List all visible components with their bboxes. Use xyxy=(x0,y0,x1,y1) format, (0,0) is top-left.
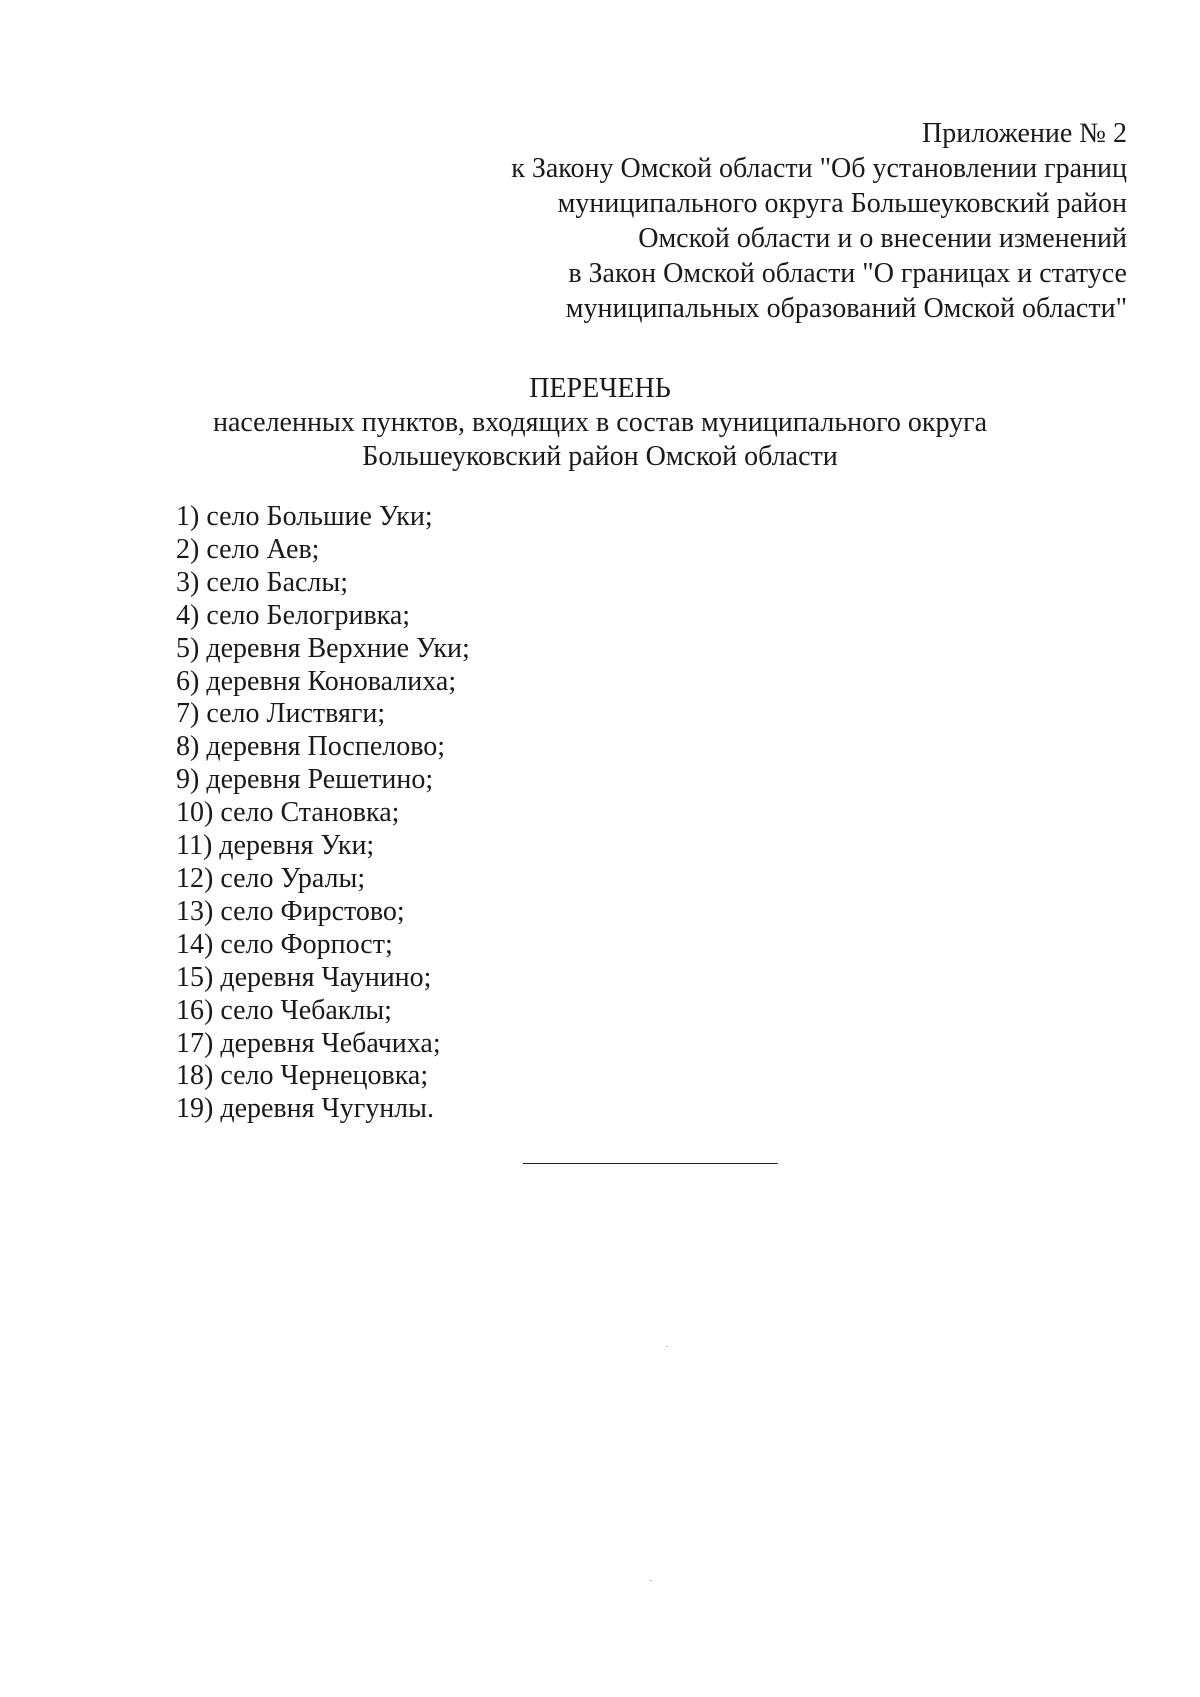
annex-header xyxy=(407,116,1127,326)
list-item: 4) село Белогривка; xyxy=(176,599,411,631)
list-item: 16) село Чебаклы; xyxy=(176,994,392,1026)
title-heading: ПЕРЕЧЕНЬ xyxy=(529,373,671,404)
list-item: 11) деревня Уки; xyxy=(176,830,375,862)
list-item: 13) село Фирстово; xyxy=(176,895,405,927)
scan-speck xyxy=(650,1580,652,1581)
annex-line: в Закон Омской области "О границах и статусе xyxy=(568,258,1127,289)
list-item: 7) село Листвяги; xyxy=(176,698,386,730)
list-item: 2) село Аев; xyxy=(176,533,320,565)
list-item: 6) деревня Коновалиха; xyxy=(176,665,457,697)
list-item: 15) деревня Чаунино; xyxy=(176,961,432,993)
list-item: 5) деревня Верхние Уки; xyxy=(176,632,470,664)
list-item: 14) село Форпост; xyxy=(176,928,393,960)
title-subtitle-line: населенных пунктов, входящих в состав муниципального округа xyxy=(212,407,988,438)
annex-line: к Закону Омской области "Об установлении границ xyxy=(511,153,1127,184)
scan-speck xyxy=(666,1346,668,1347)
list-item: 18) село Чернецовка; xyxy=(176,1060,429,1092)
annex-line: Омской области и о внесении изменений xyxy=(638,223,1127,254)
list-item: 1) село Большие Уки; xyxy=(176,501,433,532)
list-item: 10) село Становка; xyxy=(176,797,400,829)
annex-line: муниципального округа Большеуковский район xyxy=(557,188,1127,219)
list-item: 3) село Баслы; xyxy=(176,566,348,598)
list-item: 19) деревня Чугунлы. xyxy=(176,1093,434,1125)
list-item: 12) село Уралы; xyxy=(176,862,366,894)
annex-line: муниципальных образований Омской области" xyxy=(565,293,1127,324)
settlement-list xyxy=(176,501,470,1126)
list-item: 9) деревня Решетино; xyxy=(176,764,434,796)
annex-line: Приложение № 2 xyxy=(922,118,1127,149)
list-item: 8) деревня Поспелово; xyxy=(176,731,446,763)
closing-rule xyxy=(523,1163,778,1164)
title-subtitle-line: Большеуковский район Омской области xyxy=(362,441,838,472)
document-title xyxy=(150,372,1050,474)
list-item: 17) деревня Чебачиха; xyxy=(176,1027,441,1059)
